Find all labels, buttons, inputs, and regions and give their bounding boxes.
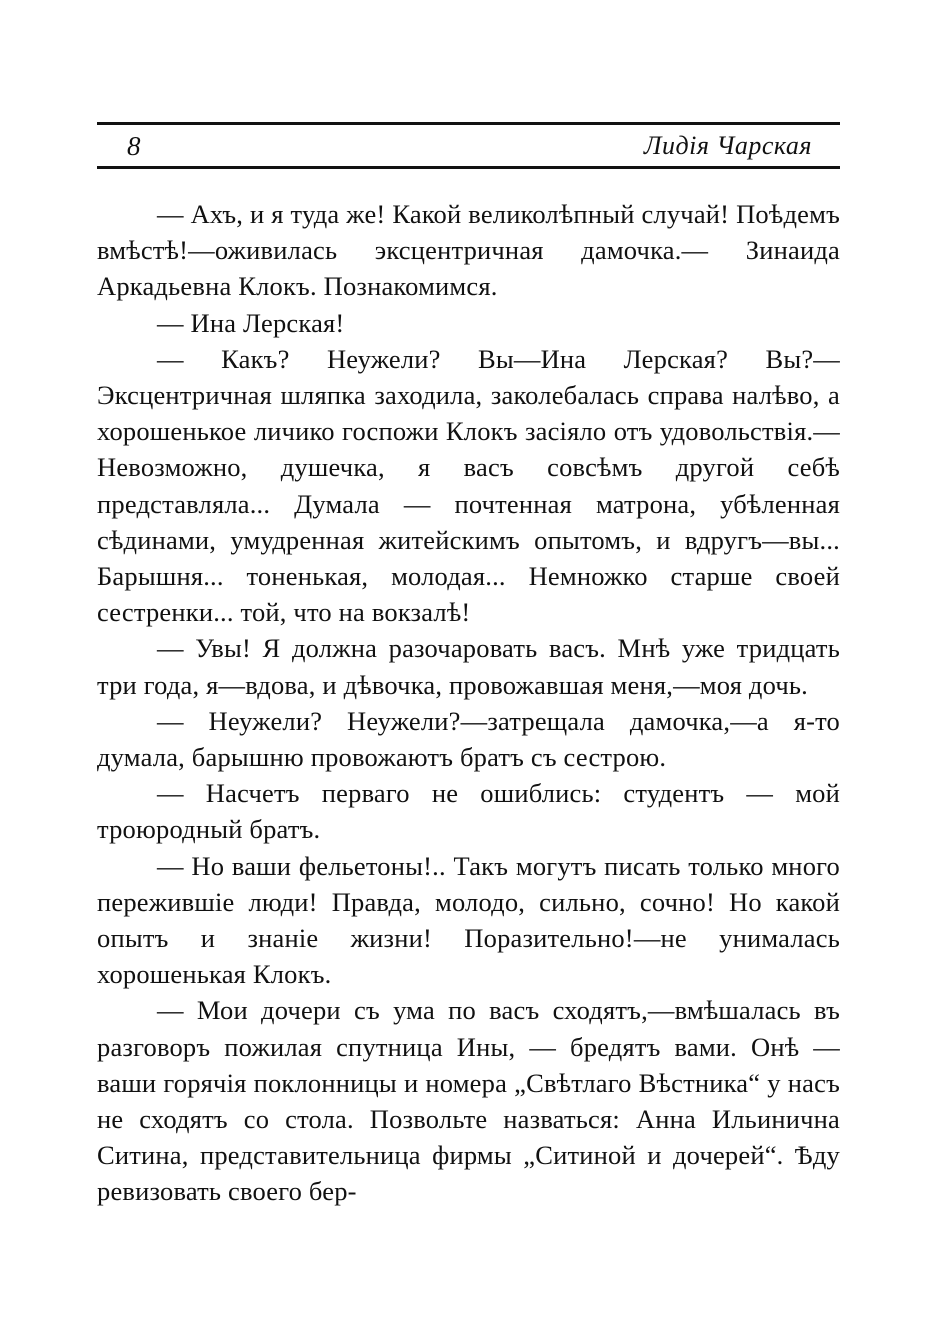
paragraph: — Но ваши фельетоны!.. Такъ могутъ писать только много пережившіе люди! Правда, молодо, сильно, сочно! Но какой опытъ и знаніе жизни! Поразительно!—не унималась хорошенькая Клокъ. (97, 850, 840, 990)
paragraph: — Ина Лерская! (157, 307, 345, 338)
paragraph: — Какъ? Неужели? Вы—Ина Лерская? Вы?—Эксцентричная шляпка заходила, заколебалась справа налѣво, а хорошенькое личико госпожи Клокъ засіяло отъ удовольствія.—Невозможно, душечка, я васъ совсѣмъ другой себѣ представляла... Думала — почтенная матрона, убѣленная сѣдинами, умудренная житейскимъ опытомъ, и вдругъ—вы... Барышня... тоненькая, молодая... Немножко старше своей сестренки... той, что на вокзалѣ! (97, 343, 840, 628)
paragraph: — Насчетъ перваго не ошиблись: студентъ — мой троюродный братъ. (97, 778, 840, 845)
running-title: Лидія Чарская (643, 131, 812, 160)
paragraph: — Неужели? Неужели?—затрещала дамочка,—а я-то думала, барышню провожаютъ братъ съ сестрою. (97, 705, 840, 773)
page-number: 8 (127, 131, 141, 161)
page-header (97, 122, 840, 168)
paragraph: — Ахъ, и я туда же! Какой великолѣпный случай! Поѣдемъ вмѣстѣ!—оживилась эксцентричная дамочка.— Зинаида Аркадьевна Клокъ. Познакомимся. (97, 199, 840, 302)
paragraph: — Увы! Я должна разочаровать васъ. Мнѣ уже тридцать три года, я—вдова, и дѣвочка, провожавшая меня,—моя дочь. (97, 633, 840, 700)
header-bottom-rule (97, 166, 840, 169)
body-text (97, 196, 840, 1210)
paragraph: — Мои дочери съ ума по васъ сходятъ,—вмѣшалась въ разговоръ пожилая спутница Ины, — бредятъ вами. Онѣ — ваши горячія поклонницы и номера „Свѣтлаго Вѣстника“ у насъ не сходятъ со стола. Позвольте назваться: Анна Ильинична Ситина, представительница фирмы „Ситиной и дочерей“. Ѣду ревизовать своего бер- (97, 995, 840, 1207)
header-top-rule (97, 122, 840, 125)
